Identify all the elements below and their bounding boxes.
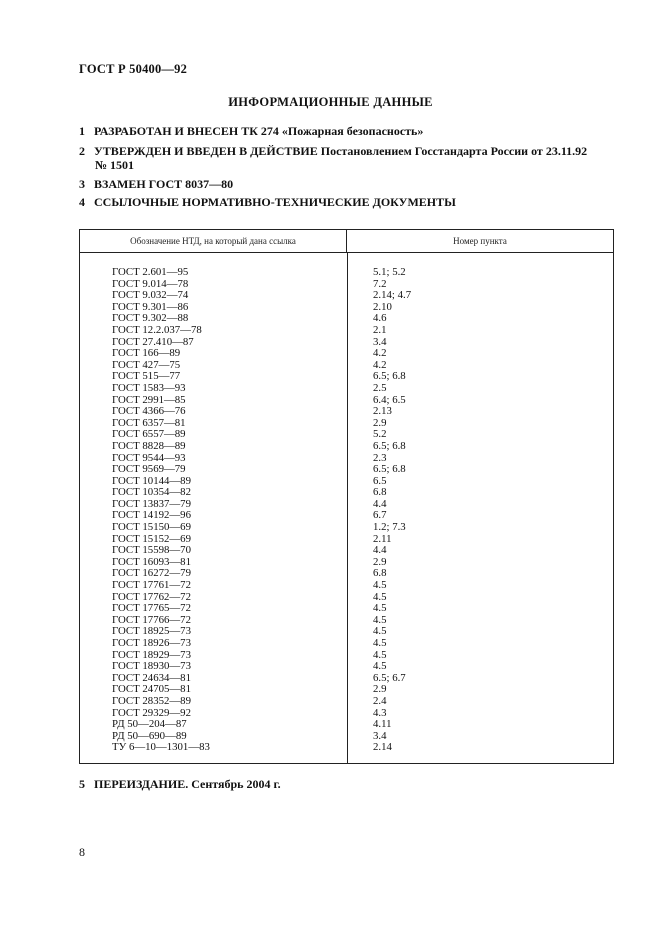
document-designation: ГОСТ 515—77 <box>112 370 181 383</box>
clause-number: 2.4 <box>373 694 387 707</box>
document-designation: ТУ 6—10—1301—83 <box>112 741 210 754</box>
clause-number: 7.2 <box>373 277 387 290</box>
clause-number: 2.9 <box>373 416 387 429</box>
clause-number: 5.2 <box>373 428 387 441</box>
table-body <box>80 267 613 754</box>
clause-number: 4.5 <box>373 602 387 615</box>
clause-number: 4.2 <box>373 347 387 360</box>
document-designation: ГОСТ 14192—96 <box>112 509 191 522</box>
table-row <box>80 464 613 476</box>
document-designation: РД 50—204—87 <box>112 718 187 731</box>
clause-number: 4.5 <box>373 579 387 592</box>
clause-number: 6.7 <box>373 509 387 522</box>
document-designation: ГОСТ 24705—81 <box>112 683 191 696</box>
reference-table <box>79 229 614 764</box>
table-row <box>80 383 613 395</box>
table-row <box>80 696 613 708</box>
section-title: ИНФОРМАЦИОННЫЕ ДАННЫЕ <box>228 95 433 109</box>
item-text: ПЕРЕИЗДАНИЕ. Сентябрь 2004 г. <box>94 777 281 791</box>
item-text: РАЗРАБОТАН И ВНЕСЕН ТК 274 «Пожарная безопасность» <box>94 124 424 138</box>
document-designation: ГОСТ 17765—72 <box>112 602 191 615</box>
document-designation: ГОСТ 427—75 <box>112 358 181 371</box>
item-text: ССЫЛОЧНЫЕ НОРМАТИВНО-ТЕХНИЧЕСКИЕ ДОКУМЕНТЫ <box>94 195 456 209</box>
document-designation: ГОСТ 9.302—88 <box>112 312 189 325</box>
table-row <box>80 522 613 534</box>
clause-number: 4.6 <box>373 312 387 325</box>
clause-number: 4.4 <box>373 544 387 557</box>
clause-number: 4.5 <box>373 625 387 638</box>
clause-number: 6.4; 6.5 <box>373 393 406 406</box>
document-designation: ГОСТ 10354—82 <box>112 486 191 499</box>
table-header <box>80 230 613 253</box>
document-designation: ГОСТ 6357—81 <box>112 416 186 429</box>
document-designation: ГОСТ 4366—76 <box>112 405 186 418</box>
clause-number: 4.11 <box>373 718 392 731</box>
clause-number: 2.1 <box>373 323 387 336</box>
clause-number: 5.1; 5.2 <box>373 266 406 278</box>
document-designation: ГОСТ 24634—81 <box>112 671 191 684</box>
document-designation: ГОСТ 9569—79 <box>112 463 186 476</box>
document-designation: ГОСТ 18929—73 <box>112 648 191 661</box>
clause-number: 6.5; 6.8 <box>373 463 406 476</box>
item-number: 4 <box>79 195 85 209</box>
clause-number: 1.2; 7.3 <box>373 521 406 534</box>
document-designation: ГОСТ 9.014—78 <box>112 277 189 290</box>
item-lead: УТВЕРЖДЕН И ВВЕДЕН В ДЕЙСТВИЕ <box>94 144 318 158</box>
clause-number: 2.9 <box>373 683 387 696</box>
page-number: 8 <box>79 845 85 859</box>
document-designation: ГОСТ 13837—79 <box>112 497 191 510</box>
clause-number: 2.5 <box>373 381 387 394</box>
document-designation: ГОСТ 18925—73 <box>112 625 191 638</box>
item-references <box>79 195 615 209</box>
document-designation: ГОСТ 15150—69 <box>112 521 191 534</box>
standard-code: ГОСТ Р 50400—92 <box>79 62 188 76</box>
item-text-continued: № 1501 <box>95 158 135 172</box>
document-designation: ГОСТ 2.601—95 <box>112 266 189 278</box>
document-designation: ГОСТ 28352—89 <box>112 694 191 707</box>
item-number: 5 <box>79 777 85 791</box>
clause-number: 2.11 <box>373 532 392 545</box>
clause-number: 6.8 <box>373 486 387 499</box>
clause-number: 2.10 <box>373 300 392 313</box>
table-row <box>80 742 613 754</box>
clause-number: 4.5 <box>373 613 387 626</box>
clause-number: 3.4 <box>373 729 387 742</box>
item-approved <box>79 144 615 172</box>
document-designation: ГОСТ 8828—89 <box>112 439 186 452</box>
document-designation: ГОСТ 17766—72 <box>112 613 191 626</box>
clause-number: 3.4 <box>373 335 387 348</box>
clause-number: 4.5 <box>373 660 387 673</box>
document-designation: ГОСТ 166—89 <box>112 347 181 360</box>
item-number: 3 <box>79 177 85 191</box>
document-designation: ГОСТ 16272—79 <box>112 567 191 580</box>
item-text: ВЗАМЕН ГОСТ 8037—80 <box>94 177 234 191</box>
document-designation: ГОСТ 17762—72 <box>112 590 191 603</box>
document-designation: ГОСТ 16093—81 <box>112 555 191 568</box>
document-designation: ГОСТ 27.410—87 <box>112 335 194 348</box>
clause-number: 2.9 <box>373 555 387 568</box>
item-number: 1 <box>79 124 85 138</box>
table-row <box>80 406 613 418</box>
document-designation: ГОСТ 18926—73 <box>112 637 191 649</box>
document-designation: ГОСТ 18930—73 <box>112 660 191 673</box>
document-designation: ГОСТ 9.032—74 <box>112 289 189 302</box>
document-designation: ГОСТ 17761—72 <box>112 579 191 592</box>
clause-number: 6.5; 6.7 <box>373 671 406 684</box>
table-row <box>80 580 613 592</box>
clause-number: 6.8 <box>373 567 387 580</box>
table-row <box>80 267 613 279</box>
item-number: 2 <box>79 144 85 158</box>
document-designation: ГОСТ 10144—89 <box>112 474 191 487</box>
document-designation: ГОСТ 12.2.037—78 <box>112 323 202 336</box>
document-designation: РД 50—690—89 <box>112 729 187 742</box>
clause-number: 6.5; 6.8 <box>373 370 406 383</box>
item-developed-by <box>79 124 615 138</box>
clause-number: 6.5; 6.8 <box>373 439 406 452</box>
document-designation: ГОСТ 9.301—86 <box>112 300 189 313</box>
clause-number: 4.2 <box>373 358 387 371</box>
item-replaces <box>79 177 615 191</box>
clause-number: 2.14; 4.7 <box>373 289 412 302</box>
table-row <box>80 638 613 650</box>
clause-number: 4.4 <box>373 497 387 510</box>
column-header-document: Обозначение НТД, на который дана ссылка <box>80 230 347 252</box>
clause-number: 2.3 <box>373 451 387 464</box>
document-designation: ГОСТ 15152—69 <box>112 532 191 545</box>
table-row <box>80 441 613 453</box>
clause-number: 4.3 <box>373 706 387 719</box>
clause-number: 4.5 <box>373 648 387 661</box>
clause-number: 4.5 <box>373 590 387 603</box>
document-designation: ГОСТ 1583—93 <box>112 381 186 394</box>
clause-number: 2.14 <box>373 741 392 754</box>
item-reissue <box>79 777 615 791</box>
document-designation: ГОСТ 29329—92 <box>112 706 191 719</box>
document-designation: ГОСТ 6557—89 <box>112 428 186 441</box>
document-designation: ГОСТ 9544—93 <box>112 451 186 464</box>
clause-number: 6.5 <box>373 474 387 487</box>
table-row <box>80 348 613 360</box>
column-header-clause: Номер пункта <box>453 236 507 246</box>
clause-number: 2.13 <box>373 405 392 418</box>
document-designation: ГОСТ 2991—85 <box>112 393 186 406</box>
table-row <box>80 325 613 337</box>
table-row <box>80 719 613 731</box>
item-text: Постановлением Госстандарта России от 23.11.92 <box>320 144 588 158</box>
clause-number: 4.5 <box>373 637 387 649</box>
document-designation: ГОСТ 15598—70 <box>112 544 191 557</box>
